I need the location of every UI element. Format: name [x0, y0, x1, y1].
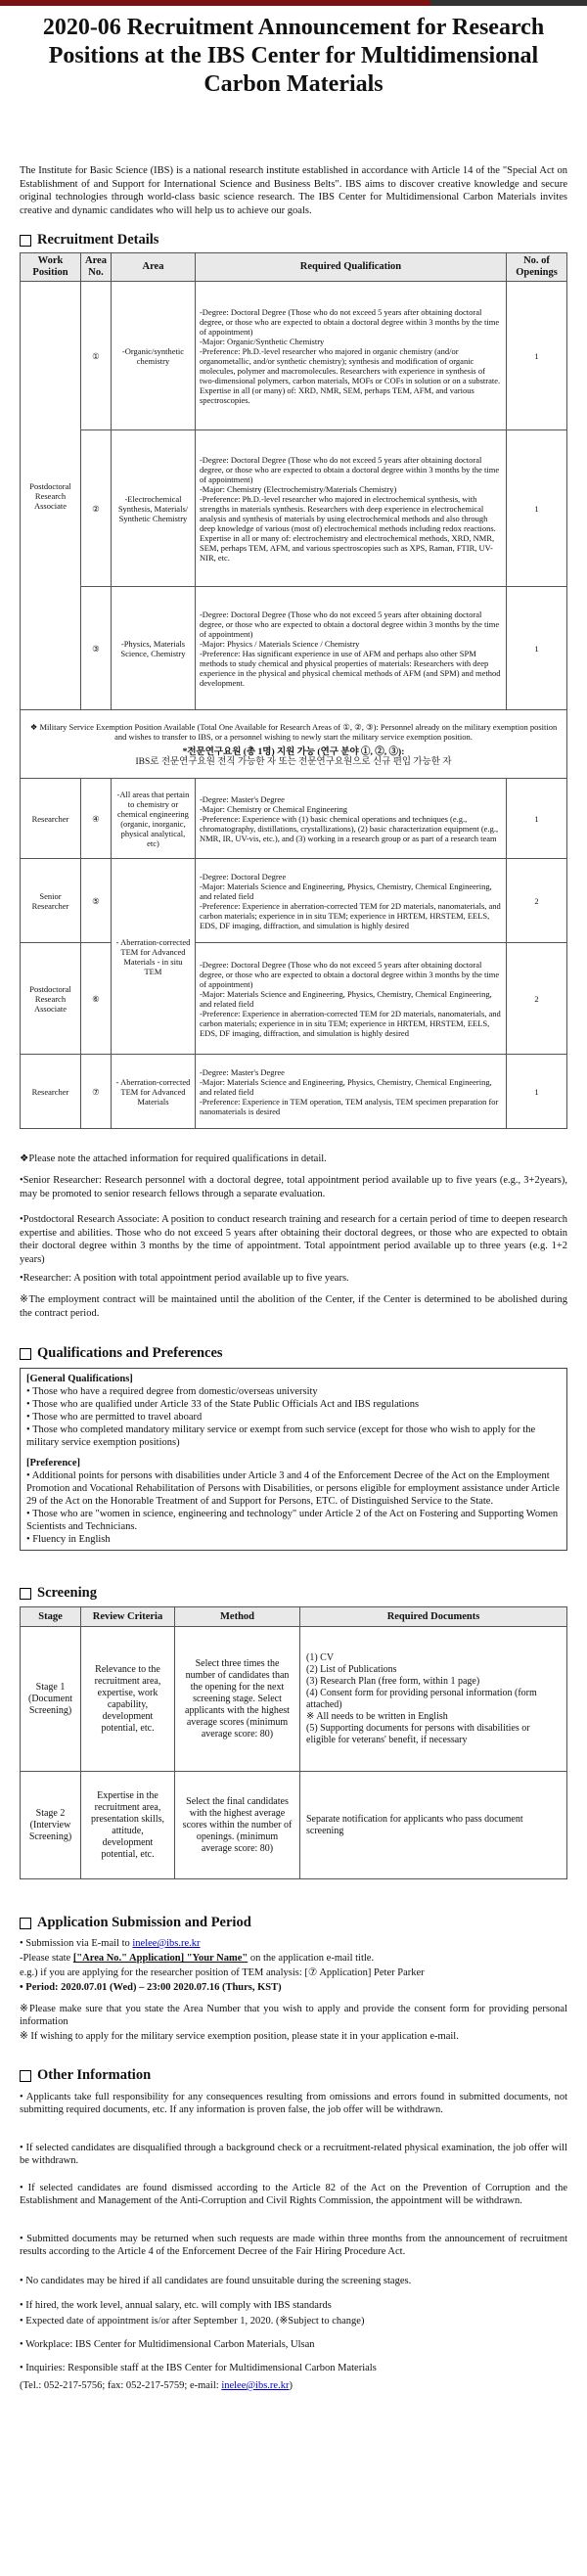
square-bullet-icon [20, 1588, 31, 1600]
page-title: 2020-06 Recruitment Announcement for Research Positions at the IBS Center for Multidimensional Carbon Materials [42, 15, 545, 97]
square-bullet-icon [20, 1918, 31, 1929]
table-row [21, 943, 567, 1055]
qualification-cell: -Degree: Master's Degree -Major: Materials Science and Engineering, Physics, Chemistry, Chemical Engineering, and related field -Preference: Experience in TEM operation, TEM analysis, TEM specimen preparation for nanomaterials is desired [195, 1055, 506, 1129]
table-header-row [21, 1607, 567, 1627]
screening-table [20, 1606, 567, 1879]
list-item: • If selected candidates are disqualified through a background check or a recruitment-related physical examination, the job offer will be withdrawn. [20, 2143, 567, 2166]
list-item: • If hired, the work level, annual salary, etc. will comply with IBS standards [20, 2300, 332, 2311]
stage-cell: Stage 2 (Interview Screening) [21, 1772, 81, 1879]
qualification-cell: -Degree: Doctoral Degree -Major: Materials Science and Engineering, Physics, Chemistry, Chemical Engineering, and related field -Preference: Experience in aberration-corrected TEM for 2D materials, nanomaterials, and carbon materials; experience in in situ TEM; experience in HRTEM, HRSTEM, EELS, EDS, DF imaging, diffraction, and simulation is highly desired [195, 859, 506, 943]
recruitment-table [20, 252, 567, 1129]
criteria-cell: Relevance to the recruitment area, expertise, work capability, development potential, etc. [81, 1627, 175, 1772]
area-cell: - Aberration-corrected TEM for Advanced Materials - in situ TEM [111, 859, 195, 1055]
screening-heading: Screening [20, 1585, 97, 1602]
contact-email-link[interactable]: inelee@ibs.re.kr [221, 2380, 290, 2391]
exemption-note-row [21, 710, 567, 779]
qualification-cell: -Degree: Doctoral Degree (Those who do not exceed 5 years after obtaining doctoral degree, or those who are expected to obtain a doctoral degree within 3 months by the time of appointment) -Major: Chemistry (Electrochemistry/Materials Chemistry) -Preference: Ph.D.-level researcher who majored in electrochemical synthesis, with strengths in materials synthesis. Researchers with deep experience in electrochemical analysis and synthesis of materials by using electrochemical methods and also through deep knowledge of various (most of) electrochemical methods including redox reactions. Expertise in all or many of: electrochemistry and electrochemical methods, XRD, NMR, SEM, perhaps TEM, AFM, and various spectroscopies such as XPS, Raman, FTIR, UV-NIR, etc. [195, 430, 506, 587]
attached-info-note: ❖Please note the attached information for required qualifications in detail. [20, 1153, 327, 1164]
list-item: • Expected date of appointment is/or after September 1, 2020. (※Subject to change) [20, 2316, 365, 2327]
intro-paragraph: The Institute for Basic Science (IBS) is a national research institute established in accordance with Article 14 of the "Special Act on Establishment of and Support for International Science and Business Belts". IBS aims to discover creative knowledge and secure original technologies through world-class basic science research. The IBS Center for Multidimensional Carbon Materials invites creative and dynamic candidates who will help us to achieve our goals. [20, 165, 567, 216]
openings-cell: 1 [507, 779, 567, 859]
table-row [21, 1055, 567, 1129]
list-item: • Those who are "women in science, engineering and technology" under Article 2 of the Act on Fostering and Supporting Women Scientists and Technicians. [26, 1509, 559, 1532]
square-bullet-icon [20, 1348, 31, 1360]
contract-note: ※The employment contract will be maintained until the abolition of the Center, if the Center is determined to be abolished during the contract period. [20, 1294, 567, 1319]
exemption-note: ❖ Military Service Exemption Position Available (Total One Available for Research Areas of ①, ②, ③): Personnel already on the military exemption position and wishes to transfer to IBS, or a personnel wishing to newly start the military service exemption position. [29, 721, 558, 742]
table-row [21, 1772, 567, 1879]
qualification-cell: -Degree: Doctoral Degree (Those who do not exceed 5 years after obtaining doctoral degree, or those who are expected to obtain a doctoral degree within 3 months by the time of appointment) -Major: Physics / Materials Science / Chemistry -Preference: Has significant experience in use of AFM and perhaps also other SPM methods to study chemical and physical properties of materials: Researchers with deep experience in the physical and physical chemical methods of AFM (and SPM) and method development. [195, 587, 506, 710]
table-row [21, 1627, 567, 1772]
application-email-link[interactable]: inelee@ibs.re.kr [132, 1938, 201, 1949]
list-item: • No candidates may be hired if all candidates are found unsuitable during the screening stages. [20, 2276, 412, 2286]
qualifications-heading: Qualifications and Preferences [20, 1345, 223, 1362]
other-info-heading: Other Information [20, 2067, 151, 2084]
korean-note-line: IBS로 전문연구요원 전직 가능한 자 또는 전문연구요원으로 신규 편입 가능한 자 [135, 756, 452, 767]
area-cell: -Physics, Materials Science, Chemistry [111, 587, 195, 710]
example-line: e.g.) if you are applying for the researcher position of TEM analysis: [⑦ Application] Peter Parker [20, 1967, 425, 1978]
column-header: Stage [21, 1607, 81, 1627]
list-item: • Those who have a required degree from domestic/overseas university [26, 1386, 318, 1397]
table-row [21, 282, 567, 430]
table-row [21, 430, 567, 587]
list-item: • Workplace: IBS Center for Multidimensional Carbon Materials, Ulsan [20, 2339, 315, 2350]
openings-cell: 1 [507, 1055, 567, 1129]
list-item: • Fluency in English [26, 1534, 111, 1545]
list-item: • If selected candidates are found dismissed according to the Article 82 of the Act on the Prevention of Corruption and the Establishment and Management of the Anti-Corruption and Civil Rights Commission, the appointment will be withdrawn. [20, 2183, 567, 2206]
list-item: • Submitted documents may be returned when such requests are made within three months from the announcement of recruitment results according to the Article 4 of the Enforcement Decree of the Fair Hiring Procedure Act. [20, 2234, 567, 2257]
work-position-cell: Researcher [21, 779, 81, 859]
table-row [21, 779, 567, 859]
postdoc-note: •Postdoctoral Research Associate: A position to conduct research training and research for a certain period of time to deepen research expertise and abilities. Those who do not exceed 5 years after obtaining their doctoral degrees, or those who are expected to obtain their doctoral degree within 3 months by the time of appointment. Total appointment period available up to three years (e.g. 1+2 years) [20, 1214, 567, 1265]
qualifications-box [20, 1368, 567, 1551]
method-cell: Select the final candidates with the highest average scores within the number of openings. (minimum average score: 80) [175, 1772, 300, 1879]
area-cell: -Organic/synthetic chemistry [111, 282, 195, 430]
title-instruction-line: -Please state ["Area No." Application] "Your Name" on the application e-mail title. [20, 1953, 375, 1964]
column-header: Method [175, 1607, 300, 1627]
documents-cell: Separate notification for applicants who pass document screening [300, 1772, 567, 1879]
column-header: Area No. [81, 253, 112, 282]
qualification-cell: -Degree: Doctoral Degree (Those who do not exceed 5 years after obtaining doctoral degree, or those who are expected to obtain a doctoral degree within 3 months by the time of appointment) -Major: Organic/Synthetic Chemistry -Preference: Ph.D.-level researcher who majored in organic chemistry (and/or organometallic, and/or synthetic chemistry); synthesis and modification of organic molecules, polymer and macromolecules. Researchers with experience in synthesis of two-dimensional polymers, carbon materials, MOFs or COFs in solution or on a substrate. Expertise in all (or many) of: XRD, NMR, SEM, perhaps TEM, AFM, and various spectroscopies. [195, 282, 506, 430]
area-no-cell: ③ [81, 587, 112, 710]
list-item: • Inquiries: Responsible staff at the IBS Center for Multidimensional Carbon Materials [20, 2363, 377, 2373]
area-no-cell: ⑦ [81, 1055, 112, 1129]
subject-format: ["Area No." Application] "Your Name" [72, 1953, 248, 1964]
list-item: • Additional points for persons with disabilities under Article 3 and 4 of the Enforcement Decree of the Act on the Employment Promotion and Vocational Rehabilitation of Persons with Disabilities, or persons eligible for employment assistance under Article 29 of the Act on the Honorable Treatment of and Support for Persons, ETC. of Distinguished Service to the State. [26, 1470, 560, 1507]
column-header: Required Documents [300, 1607, 567, 1627]
researcher-note: •Researcher: A position with total appointment period available up to five years. [20, 1273, 349, 1284]
square-bullet-icon [20, 2070, 31, 2082]
korean-note-line: *전문연구요원 (총 1명) 지원 가능 (연구 분야 ①, ②, ③): [182, 746, 405, 757]
exemption-note-cell [21, 710, 567, 779]
work-position-cell: Researcher [21, 1055, 81, 1129]
table-row [21, 587, 567, 710]
square-bullet-icon [20, 235, 31, 247]
recruitment-heading: Recruitment Details [20, 232, 158, 249]
area-number-note: ※Please make sure that you state the Area Number that you wish to apply and provide the consent form for providing personal information [20, 2004, 567, 2027]
stage-cell: Stage 1 (Document Screening) [21, 1627, 81, 1772]
column-header: Required Qualification [195, 253, 506, 282]
application-heading: Application Submission and Period [20, 1915, 251, 1931]
work-position-cell: Postdoctoral Research Associate [21, 943, 81, 1055]
list-item: • Applicants take full responsibility for any consequences resulting from omissions and errors found in submitted documents, not submitting required documents, etc. If any information is proven false, the job offer will be withdrawn. [20, 2092, 567, 2115]
military-note: ※ If wishing to apply for the military service exemption position, please state it in your application e-mail. [20, 2031, 459, 2042]
openings-cell: 1 [507, 587, 567, 710]
openings-cell: 2 [507, 859, 567, 943]
table-row [21, 859, 567, 943]
area-no-cell: ① [81, 282, 112, 430]
column-header: Work Position [21, 253, 81, 282]
column-header: No. of Openings [507, 253, 567, 282]
area-cell: - Aberration-corrected TEM for Advanced Materials [111, 1055, 195, 1129]
area-no-cell: ⑥ [81, 943, 112, 1055]
period-line: • Period: 2020.07.01 (Wed) – 23:00 2020.07.16 (Thurs, KST) [20, 1982, 282, 1993]
column-header: Area [111, 253, 195, 282]
top-color-bar [0, 0, 587, 6]
preference-title: [Preference] [26, 1458, 80, 1469]
area-cell: -Electrochemical Synthesis, Materials/ Synthetic Chemistry [111, 430, 195, 587]
area-no-cell: ② [81, 430, 112, 587]
area-cell: -All areas that pertain to chemistry or chemical engineering (organic, inorganic, physical analytical, etc) [111, 779, 195, 859]
area-no-cell: ⑤ [81, 859, 112, 943]
qualification-cell: -Degree: Master's Degree -Major: Chemistry or Chemical Engineering -Preference: Experience with (1) basic chemical operations and techniques (e.g., chromatography, distillations, crystallizations), (2) basic characterization equipment (e.g., NMR, IR, UV-vis, etc.), and (3) working in a research group or as part of a research team [195, 779, 506, 859]
list-item: • Those who completed mandatory military service or exempt from such service (except for those who wish to apply for the military service exemption positions) [26, 1424, 536, 1448]
qualification-cell: -Degree: Doctoral Degree (Those who do not exceed 5 years after obtaining doctoral degree, or those who are expected to obtain a doctoral degree within 3 months by the time of appointment) -Major: Materials Science and Engineering, Physics, Chemistry, Chemical Engineering, and related field -Preference: Experience in aberration-corrected TEM for 2D materials, nanomaterials, and carbon materials; experience in in situ TEM; experience in HRTEM, HRSTEM, EELS, EDS, DF imaging, diffraction, and simulation is highly desired [195, 943, 506, 1055]
method-cell: Select three times the number of candidates than the opening for the next screening stage. Select applicants with the highest average scores (minimum average score: 80) [175, 1627, 300, 1772]
column-header: Review Criteria [81, 1607, 175, 1627]
area-no-cell: ④ [81, 779, 112, 859]
documents-cell: (1) CV (2) List of Publications (3) Research Plan (free form, within 1 page) (4) Consent form for providing personal information (form attached) ※ All needs to be written in English (5) Supporting documents for persons with disabilities or eligible for veterans' benefit, if necessary [300, 1627, 567, 1772]
list-item: • Those who are permitted to travel aboard [26, 1412, 203, 1423]
senior-researcher-note: •Senior Researcher: Research personnel with a doctoral degree, total appointment period available up to five years (e.g., 3+2years), may be promoted to senior research fellows through a separate evaluation. [20, 1175, 567, 1199]
table-header-row [21, 253, 567, 282]
criteria-cell: Expertise in the recruitment area, presentation skills, attitude, development potential, etc. [81, 1772, 175, 1879]
list-item: • Those who are qualified under Article 33 of the State Public Officials Act and IBS regulations [26, 1399, 420, 1410]
work-position-cell: Postdoctoral Research Associate [21, 282, 81, 710]
contact-line: (Tel.: 052-217-5756; fax: 052-217-5759; e-mail: inelee@ibs.re.kr) [20, 2380, 293, 2391]
submission-line: • Submission via E-mail to inelee@ibs.re.kr [20, 1938, 201, 1949]
work-position-cell: Senior Researcher [21, 859, 81, 943]
openings-cell: 1 [507, 282, 567, 430]
openings-cell: 1 [507, 430, 567, 587]
general-qualifications-title: [General Qualifications] [26, 1374, 133, 1384]
openings-cell: 2 [507, 943, 567, 1055]
